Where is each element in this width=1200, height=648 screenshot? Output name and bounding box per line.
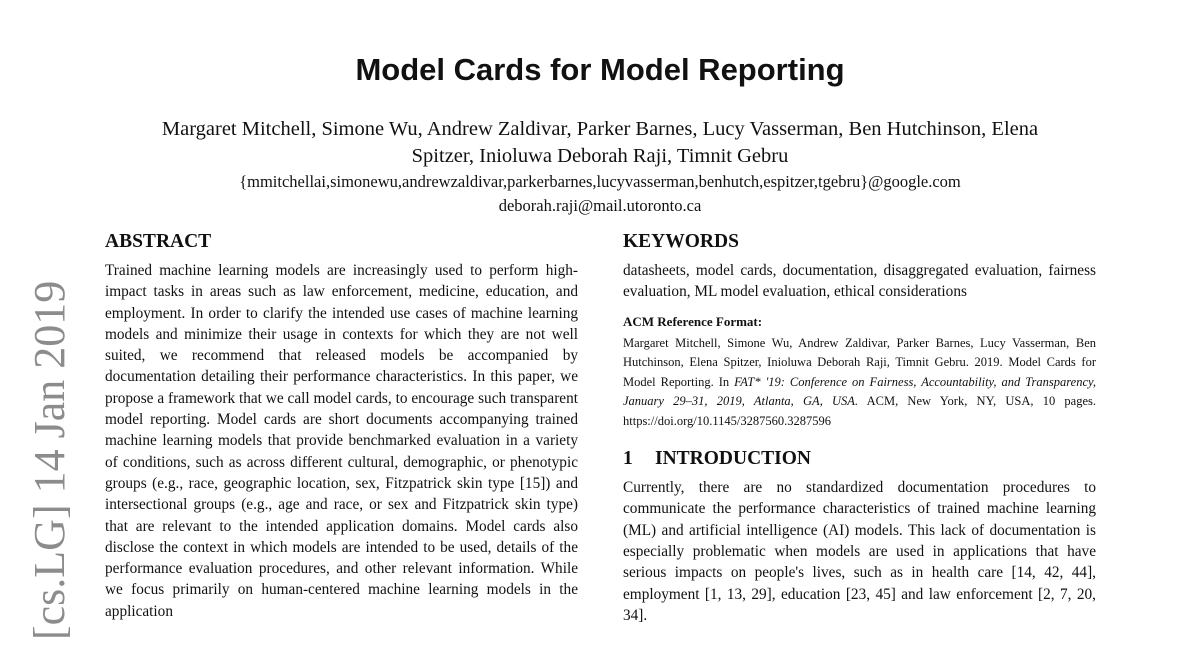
email-line-toronto: deborah.raji@mail.utoronto.ca bbox=[498, 196, 702, 215]
acm-reference-venue: FAT* '19: Conference on Fairness, Accountability, and Transparency, January 29–31, 2019, Atlanta, GA, USA. bbox=[623, 374, 1096, 409]
introduction-heading-label: INTRODUCTION bbox=[655, 448, 812, 470]
arxiv-identifier-stamp: [cs.LG] 14 Jan 2019 bbox=[25, 280, 74, 640]
left-column bbox=[105, 230, 578, 622]
section-number: 1 bbox=[623, 448, 633, 470]
acm-reference-authors: Margaret Mitchell, Simone Wu, Andrew Zaldivar, Parker Barnes, Lucy Vasserman, Ben Hutchinson, Elena Spitzer, Inioluwa Deborah Raji, Timnit Gebru. 2019. Model Cards for Model Reporting. In bbox=[623, 335, 1096, 389]
author-emails bbox=[120, 170, 1080, 218]
abstract-heading: ABSTRACT bbox=[105, 231, 212, 252]
abstract-text: Trained machine learning models are increasingly used to perform high-impact tasks in areas such as law enforcement, medicine, education, and employment. In order to clarify the intended use cases of machine learning models and minimize their usage in contexts for which they are not well suited, we recommend that released models be accompanied by documentation detailing their performance characteristics. In this paper, we propose a framework that we call model cards, to encourage such transparent model reporting. Model cards are short documents accompanying trained machine learning models that provide benchmarked evaluation in a variety of conditions, such as across different cultural, demographic, or phenotypic groups (e.g., race, geographic location, sex, Fitzpatrick skin type [15]) and intersectional groups (e.g., age and race, or sex and Fitzpatrick skin type) that are relevant to the intended application domains. Model cards also disclose the context in which models are intended to be used, details of the performance evaluation procedures, and other relevant information. While we focus primarily on human-centered machine learning models in the application bbox=[105, 262, 578, 620]
keywords-heading: KEYWORDS bbox=[623, 231, 739, 252]
introduction-heading bbox=[623, 447, 1096, 471]
author-list: Margaret Mitchell, Simone Wu, Andrew Zaldivar, Parker Barnes, Lucy Vasserman, Ben Hutchinson, Elena Spitzer, Inioluwa Deborah Raji, Timnit Gebru bbox=[161, 118, 1039, 167]
acm-reference-heading: ACM Reference Format: bbox=[623, 313, 763, 329]
acm-reference-publisher: ACM, New York, NY, USA, 10 pages. https://doi.org/10.1145/3287560.3287596 bbox=[623, 394, 1096, 428]
acm-reference-text bbox=[623, 334, 1096, 432]
introduction-text: Currently, there are no standardized documentation procedures to communicate the performance characteristics of trained machine learning (ML) and artificial intelligence (AI) models. This lack of documentation is especially problematic when models are used in applications that have serious impacts on people's lives, such as in health care [14, 42, 44], employment [1, 13, 29], education [23, 45] and law enforcement [2, 7, 20, 34]. bbox=[623, 479, 1096, 624]
email-line-google: {mmitchellai,simonewu,andrewzaldivar,parkerbarnes,lucyvasserman,benhutch,espitzer,tgebru}@google.com bbox=[239, 172, 961, 191]
keywords-text: datasheets, model cards, documentation, disaggregated evaluation, fairness evaluation, ML model evaluation, ethical considerations bbox=[623, 262, 1096, 301]
right-column bbox=[623, 230, 1096, 626]
paper-title: Model Cards for Model Reporting bbox=[355, 52, 845, 87]
